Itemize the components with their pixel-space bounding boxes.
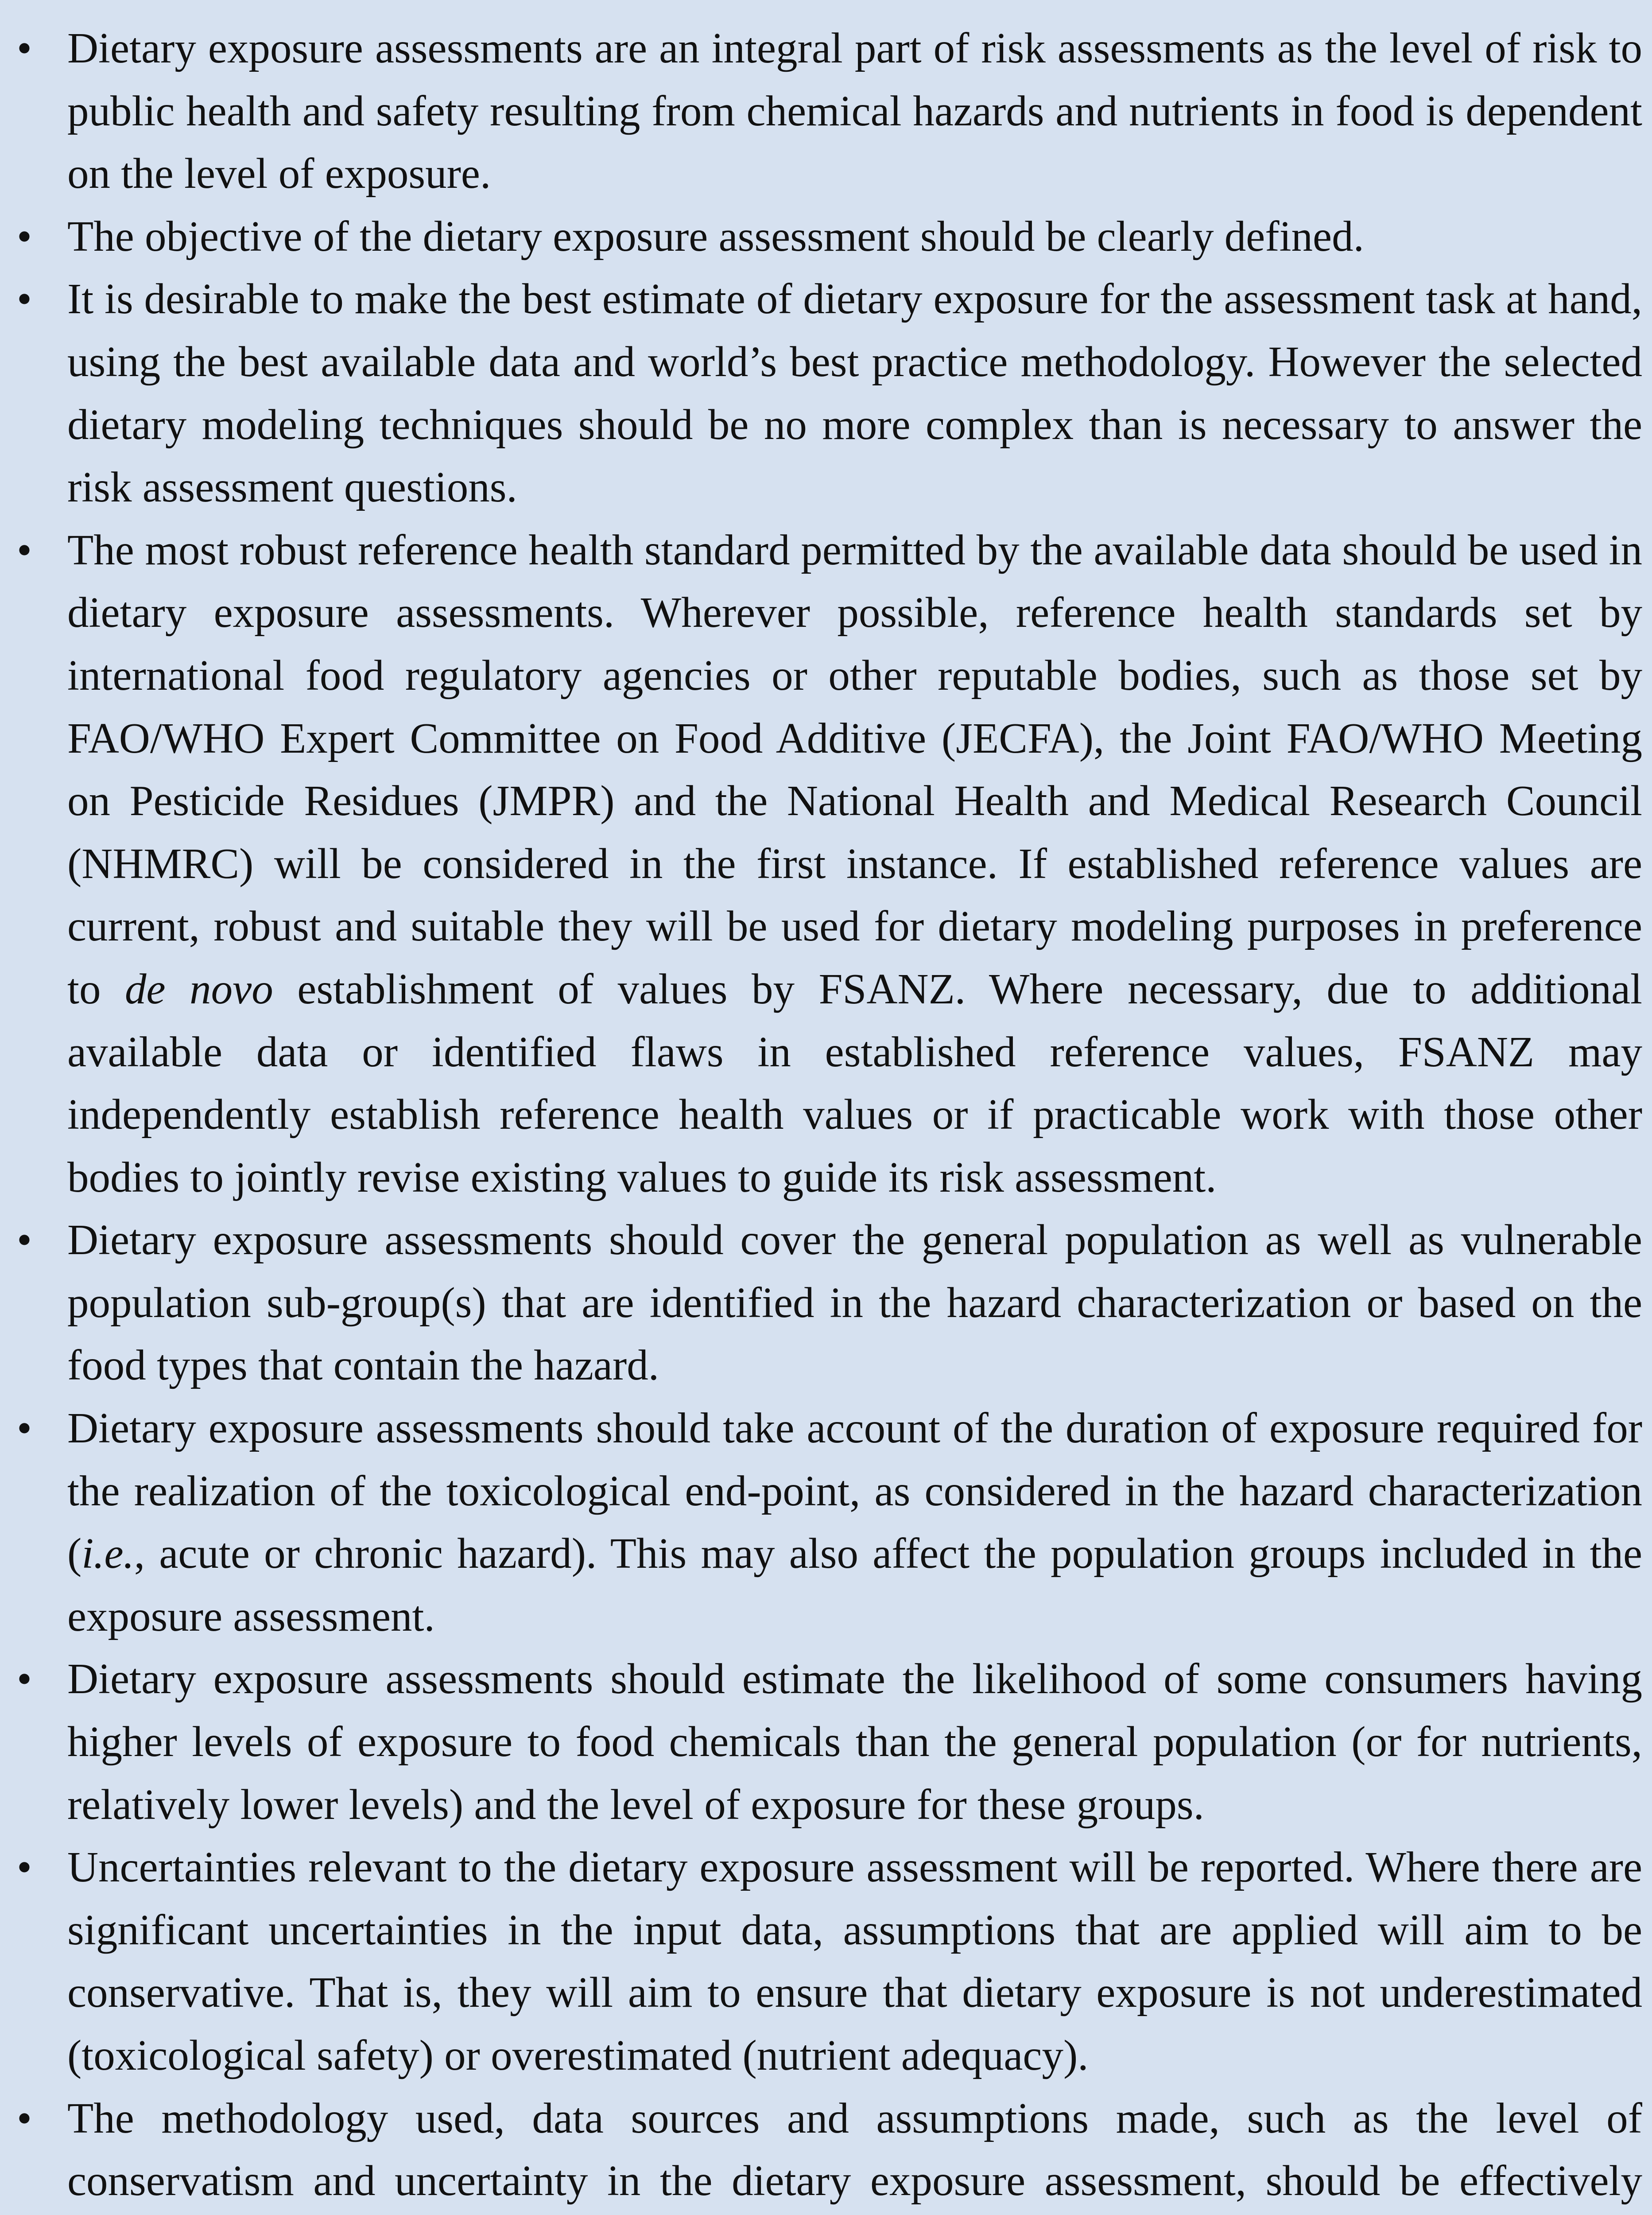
italic-term: i.e. [81, 1530, 134, 1578]
bullet-icon: • [17, 1843, 32, 1891]
bullet-text [67, 2095, 1642, 2215]
text-segment: Dietary exposure assessments are an integral part of risk assessments as the level of risk to public health and safety resulting from chemical hazards and nutrients in food is dependent on the level of exposure. [67, 24, 1642, 198]
bullet-text [67, 1404, 1642, 1640]
text-segment: , acute or chronic hazard). This may also affect the population groups included in the exposure assessment. [67, 1530, 1642, 1640]
bullet-icon: • [17, 1404, 32, 1452]
bullet-item [17, 268, 1642, 518]
text-segment: It is desirable to make the best estimate of dietary exposure for the assessment task at hand, using the best available data and world’s best practice methodology. However the selected dietary modeling techniques should be no more complex than is necessary to answer the risk assessment questions. [67, 275, 1642, 511]
bullet-text [67, 1216, 1642, 1389]
text-segment: The most robust reference health standard permitted by the available data should be used in dietary exposure assessments. Wherever possible, reference health standards set by international food regulatory agencies or other reputable bodies, such as those set by FAO/WHO Expert Committee on Food Additive (JECFA), the Joint FAO/WHO Meeting on Pesticide Residues (JMPR) and the National Health and Medical Research Council (NHMRC) will be considered in the first instance. If established reference values are current, robust and suitable they will be used for dietary modeling purposes in preference to [67, 526, 1642, 1013]
bullet-item [17, 2087, 1642, 2215]
text-segment: The methodology used, data sources and assumptions made, such as the level of conservatism and uncertainty in the dietary exposure assessment, should be effectively [67, 2094, 1642, 2205]
text-segment: Dietary exposure assessments should cover the general population as well as vulnerable population sub-group(s) that are identified in the hazard characterization or based on the food types that contain the hazard. [67, 1216, 1642, 1389]
bullet-text [67, 526, 1642, 1201]
bullet-text [67, 1655, 1642, 1828]
bullet-text [67, 275, 1642, 511]
bullet-icon: • [17, 526, 32, 574]
bullet-icon: • [17, 2094, 32, 2142]
bullet-icon: • [17, 1655, 32, 1703]
bullet-item [17, 1209, 1642, 1397]
text-segment: Dietary exposure assessments should estimate the likelihood of some consumers having higher levels of exposure to food chemicals than the general population (or for nutrients, relatively lower levels) and the level of exposure for these groups. [67, 1655, 1642, 1828]
bullet-item [17, 1648, 1642, 1836]
italic-term: de novo [125, 965, 273, 1013]
bullet-item [17, 205, 1642, 268]
bullet-icon: • [17, 24, 32, 72]
bullet-text [67, 1843, 1642, 2079]
bullet-list [17, 17, 1642, 2215]
bullet-icon: • [17, 1216, 32, 1264]
bullet-icon: • [17, 212, 32, 260]
text-segment: Dietary exposure assessments should take account of the duration of exposure required for the realization of the toxicological end-point, as considered in the hazard characterization ( [67, 1404, 1642, 1578]
text-segment: The objective of the dietary exposure assessment should be clearly defined. [67, 212, 1364, 260]
bullet-item [17, 1836, 1642, 2087]
bullet-text [67, 24, 1642, 197]
text-segment: establishment of values by FSANZ. Where necessary, due to additional available data or identified flaws in established reference values, FSANZ may independently establish reference health values or if practicable work with those other bodies to jointly revise existing values to guide its risk assessment. [67, 965, 1643, 1201]
bullet-text [67, 213, 1364, 260]
bullet-item [17, 519, 1642, 1209]
bullet-item [17, 1397, 1642, 1648]
bullet-icon: • [17, 275, 32, 323]
bullet-item [17, 17, 1642, 205]
text-segment: Uncertainties relevant to the dietary exposure assessment will be reported. Where there are significant uncertainties in the input data, assumptions that are applied will aim to be conservative. That is, they will aim to ensure that dietary exposure is not underestimated (toxicological safety) or overestimated (nutrient adequacy). [67, 1843, 1642, 2079]
